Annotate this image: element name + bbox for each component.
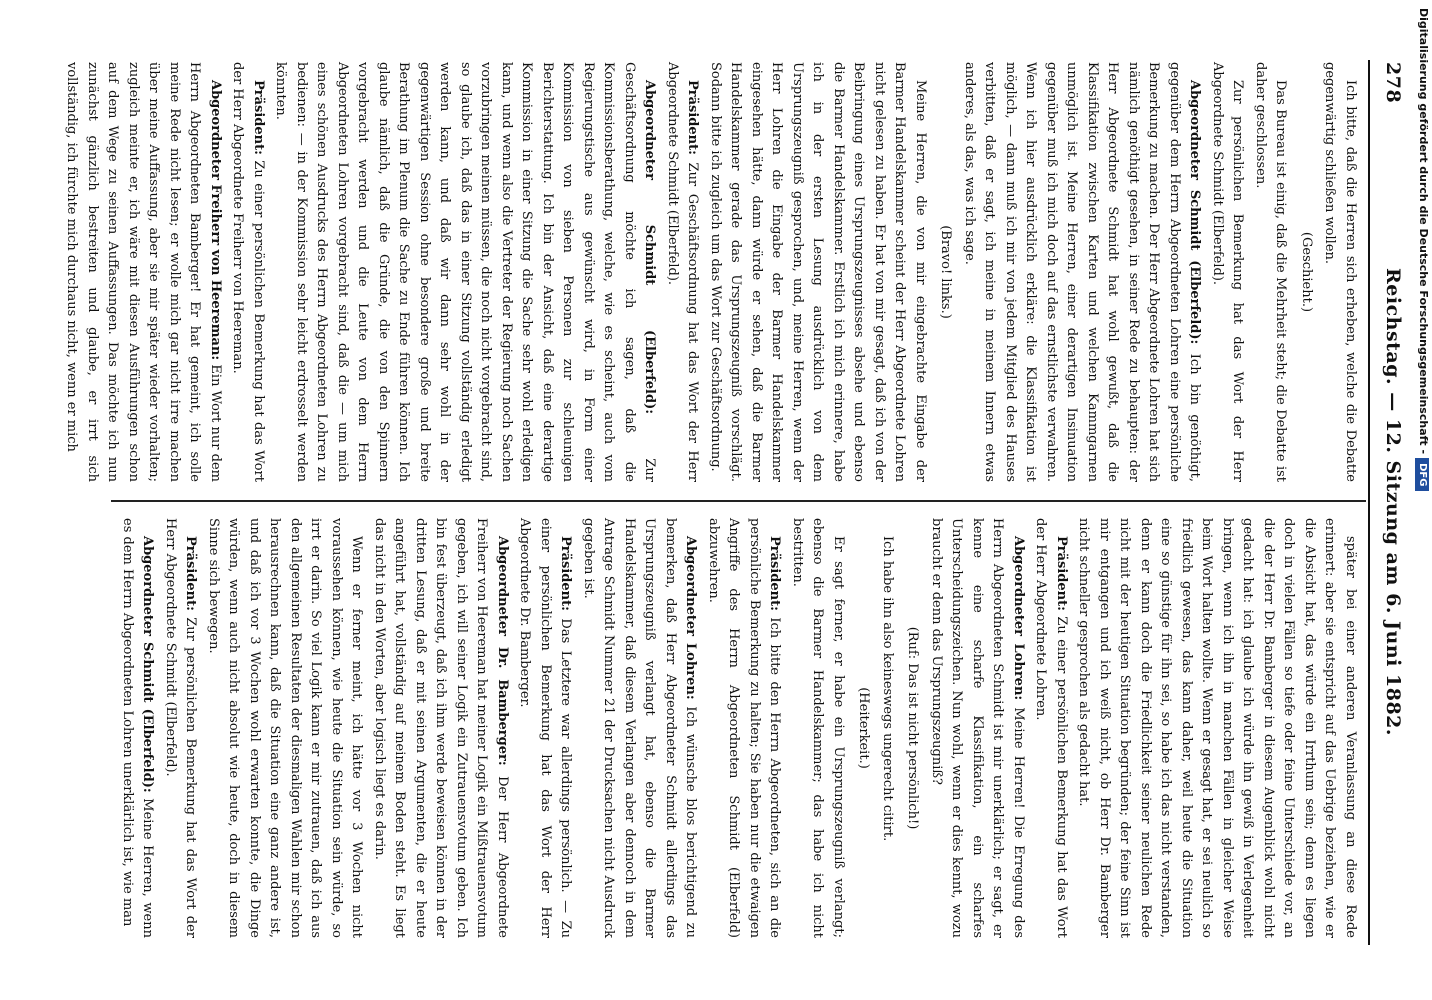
paragraph-text: Ich bitte den Herrn Abgeordneten, sich an die persönliche Bemerkung zu halten; Sie haben nur die etwaigen Angriffe des Herrn Abgeordneten Schmidt (Elberfeld) abzuwehren. (706, 518, 783, 938)
paragraph-text: Meine Herren! Die Erregung des Herrn Abgeordneten Schmidt ist mir unerklärlich; er sagt, er kenne eine scharfe Klassifikation, ein scharfes Unterscheidungszeichen. Nun wohl, wenn er dies kennt, wozu braucht er denn das Ursprungszeugniß? (929, 518, 1026, 938)
paragraph-text: Er sagt ferner, er habe ein Ursprungszeugniß verlangt; ebenso die Barmer Handelskammer; das habe ich nicht bestritten. (790, 518, 846, 938)
paragraph-text: Ein Wort nur dem Herrn Abgeordneten Bamberger! Er hat gemeint, ich solle meine Rede nicht lesen; er wolle mich gar nicht irre machen über meine Auffassung, aber sie mir später wieder vorhalten; zugleich meinte er, ich wäre mit diesen Ausführungen schon auf dem Wege zu seinen Auffassungen. Das möchte ich nun zunächst gänzlich bestreiten und glaube, er irrt sich vollständig, ich fürchte mich durchaus nicht, wenn er mich (64, 62, 223, 483)
paragraph (1319, 62, 1360, 482)
paragraph (705, 62, 931, 482)
speaker-name: Abgeordneter Lohren: (1011, 536, 1026, 701)
paragraph (1207, 62, 1248, 482)
paragraph-text: Zu einer persönlichen Bemerkung hat das Wort der Herr Abgeordnete Lohren. (1033, 518, 1069, 938)
stage-direction: (Bravo! links.) (938, 225, 954, 319)
running-title: Reichstag. — 12. Sitzung am 6. Juni 1882. (1382, 267, 1404, 737)
paragraph (369, 518, 513, 938)
page-header (1374, 62, 1404, 942)
paragraph-text: Ich wünsche blos berichtigend zu bemerken, daß Herr Abgeordneter Schmidt allerdings das Ursprungszeugniß verlangt hat, ebenso die Barmer Handelskammer, daß diesem Verlangen aber dennoch in dem Antrage Schmidt Nummer 21 der Drucksachen nicht Ausdruck gegeben ist. (581, 518, 699, 939)
speaker-name: Präsident: (1054, 536, 1069, 611)
speaker-name: Abgeordneter Schmidt (Elberfeld): (1187, 80, 1203, 345)
paragraph (877, 518, 898, 938)
paragraph (959, 62, 1205, 482)
header-rule (1368, 60, 1370, 945)
speaker-name: Abgeordneter Schmidt (Elberfeld): (140, 536, 156, 793)
paragraph-text: Ich bitte, daß die Herren sich erheben, welche die Debatte gegenwärtig schließen wollen. (1322, 62, 1358, 482)
paragraph-text: Zur persönlichen Bemerkung hat das Wort der Herr Abgeordnete Schmidt (Elberfeld). (1210, 62, 1246, 482)
paragraph-text: Meine Herren, wenn es dem Herrn Abgeordneten Lohren unerklärlich ist, wie man (120, 518, 156, 938)
paragraph (61, 62, 225, 482)
paragraph (662, 62, 703, 482)
speaker-name: Abgeordneter Lohren: (683, 536, 699, 700)
paragraph (270, 62, 660, 482)
speaker-name: Präsident: (558, 536, 574, 611)
speaker-name: Abgeordneter Freiherr von Heereman: (208, 80, 223, 361)
speaker-name: Abgeordneter Schmidt (Elberfeld): (642, 80, 658, 415)
paragraph-text: Ich habe ihn also keineswegs ungerecht citirt. (880, 536, 895, 842)
paragraph-text: Wenn er ferner meint, ich hätte vor 3 Wochen nicht voraussehen können, wie heute die Situation sein würde, so irrt er darin. So viel Logik kann er mir zutrauen, daß ich aus den allgemeinen Resultaten der diesmaligen Wahlen mir schon herausrechnen kann, daß die Situation eine ganz andere ist, und daß ich vor 3 Wochen wohl erwarten konnte, die Dinge würden, wenn auch nicht absolut wie heute, doch in diesem Sinne sich bewegen. (206, 518, 365, 938)
speaker-name: Präsident: (685, 80, 701, 155)
paragraph-text: Zur persönlichen Bemerkung hat das Wort der Herr Abgeordnete Schmidt (Elberfeld). (163, 518, 199, 938)
paragraph-text: Zur Geschäftsordnung möchte ich sagen, daß die Kommissionsberathung, welche, wie es scheint, auch vom Regierungstische aus gewünscht wird, in Form einer Kommission von sieben Personen zur schleunigen Berichterstattung. Ich bin der Ansicht, daß eine derartige Kommission in einer Sitzung die Sache sehr wohl erledigen kann, und wenn also die Vertreter der Regierung noch Sachen vorzubringen meinen müssen, die noch nicht vorgebracht sind, so glaube ich, daß das in einer Sitzung vollständig erledigt werden kann, und daß wir dann sehr wohl in der gegenwärtigen Session ohne besondere große und breite Berathung im Plenum die Sache zu Ende führen können. Ich glaube nämlich, daß die Gründe, die von den Spinnern vorgebracht werden und die Leute von dem Herrn Abgeordneten Lohren vorgebracht sind, daß die — um mich eines schönen Ausdrucks des Herrn Abgeordneten Lohren zu bedienen: — in der Kommission sehr leicht erdrosselt werden könnten. (273, 62, 658, 483)
paragraph-text: Der Herr Abgeordnete Freiherr von Heereman hat meiner Logik ein Mißtrauensvotum gegeben, ich will seiner Logik ein Zutrauensvotum geben. Ich bin fest überzeugt, daß ich ihm werde beweisen können in der dritten Lesung, daß er mit seinen Argumenten, die er heute angeführt hat, vollständig auf meinem Boden steht. Es liegt das nicht in den Worten, aber logisch liegt es darin. (372, 518, 510, 938)
paragraph-text: Zu einer persönlichen Bemerkung hat das Wort der Herr Abgeordnete Freiherr von Heereman. (230, 62, 266, 482)
right-column (110, 518, 1360, 938)
paragraph (1030, 518, 1071, 938)
paragraph-text: Zur Geschäftsordnung hat das Wort der Herr Abgeordnete Schmidt (Elberfeld). (665, 62, 701, 482)
paragraph-text: Meine Herren, die von mir eingebrachte Eingabe der Barmer Handelskammer scheint der Herr Abgeordnete Lohren nicht gelesen zu haben. Er hat von mir gesagt, daß ich von der Beibringung eines Ursprungszeugnisses absehe und ebenso die Barmer Handelskammer. Erstlich ich mich erinnere, habe ich in der ersten Lesung ausdrücklich von dem Ursprungszeugniß gesprochen, und, meine Herren, wenn der Herr Lohren die Eingabe der Barmer Handelskammer eingesehen hätte, dann würde er sehen, daß die Barmer Handelskammer gerade das Ursprungszeugniß vorschlägt. Sodann bitte ich zugleich um das Wort zur Geschäftsordnung. (708, 62, 928, 482)
column-divider (111, 500, 1366, 502)
digitization-text: Digitalisierung gefördert durch die Deutsche Forschungsgemeinschaft - (1417, 8, 1430, 455)
paragraph-text: später bei einer anderen Veranlassung an diese Rede erinnert: aber sie entspricht auf das Uebrige beziehen, wie er die Absicht hat, das würde ein Irrthum sein; denn es liegen doch in vielen Fällen so tiefe oder feine Unterschiede vor, an die der Herr Dr. Bamberger in diesem Augenblick wohl nicht gedacht hat: ich glaube ich würde ihn gewiß in Verlegenheit bringen, wenn ich ihn in manchen Fällen in gleicher Weise beim Wort halten wollte. Wenn er gesagt hat, er sei neulich so friedlich gewesen, das kann daher, weil heute die Situation eine so günstige für ihn sei, so habe ich das nicht verstanden, denn er kann doch die Friedlichkeit seiner neulichen Rede nicht mit der heutigen Situation begründen; der feine Sinn ist mir entgangen und ich weiß nicht, ob Herr Dr. Bamberger nicht schneller gesprochen als gedacht hat. (1076, 518, 1358, 938)
speaker-name: Abgeordneter Dr. Bamberger: (495, 536, 510, 766)
stage-direction: (Ruf: Das ist nicht persönlich!) (905, 626, 921, 830)
paragraph (203, 518, 367, 938)
paragraph (514, 518, 576, 938)
dfg-logo: DFG (1415, 458, 1429, 491)
paragraph (787, 518, 849, 938)
digitization-note (1415, 0, 1432, 1000)
left-column (64, 62, 1360, 483)
paragraph (117, 518, 158, 938)
paragraph (703, 518, 785, 938)
speaker-name: Präsident: (767, 536, 783, 611)
speaker-name: Präsident: (251, 80, 266, 155)
digitization-sidebar (1415, 0, 1432, 1000)
paragraph-text: Das Letztere war allerdings persönlich. — Zu einer persönlichen Bemerkung hat das Wort der Herr Abgeordnete Dr. Bamberger. (517, 518, 574, 938)
stage-direction: (Geschieht.) (1299, 231, 1314, 313)
paragraph (926, 518, 1029, 938)
paragraph (1073, 518, 1360, 938)
page-number: 278 (1382, 62, 1404, 104)
speaker-name: Präsident: (183, 536, 199, 611)
paragraph (227, 62, 268, 482)
paragraph-text: Das Bureau ist einig, daß die Mehrheit steht; die Debatte ist daher geschlossen. (1253, 62, 1289, 482)
paragraph (160, 518, 201, 938)
stage-direction: (Heiterkeit.) (856, 687, 872, 769)
paragraph (578, 518, 701, 938)
paragraph (1250, 62, 1291, 482)
paragraph-text: Ich bin genöthigt, gegenüber dem Herrn Abgeordneten Lohren eine persönliche Bemerkung zu machen. Der Herr Abgeordnete Lohren hat sich nämlich genöthigt gesehen, in seiner Rede zu behaupten: der Herr Abgeordnete Schmidt hat wohl gewußt, daß die Klassifikation zwischen Karten und welchen Kammgarnen unmöglich ist. Meine Herren, einer derartigen Insinuation gegenüber muß ich mich doch auf das ernstlichste verwahren. Wenn ich hier ausdrücklich erkläre: die Klassifikation ist möglich, — dann muß ich mir von jedem Mitglied des Hauses verbitten, daß er sagt, ich meine in meinem Innern etwas anderes, als das, was ich sage. (962, 62, 1203, 482)
